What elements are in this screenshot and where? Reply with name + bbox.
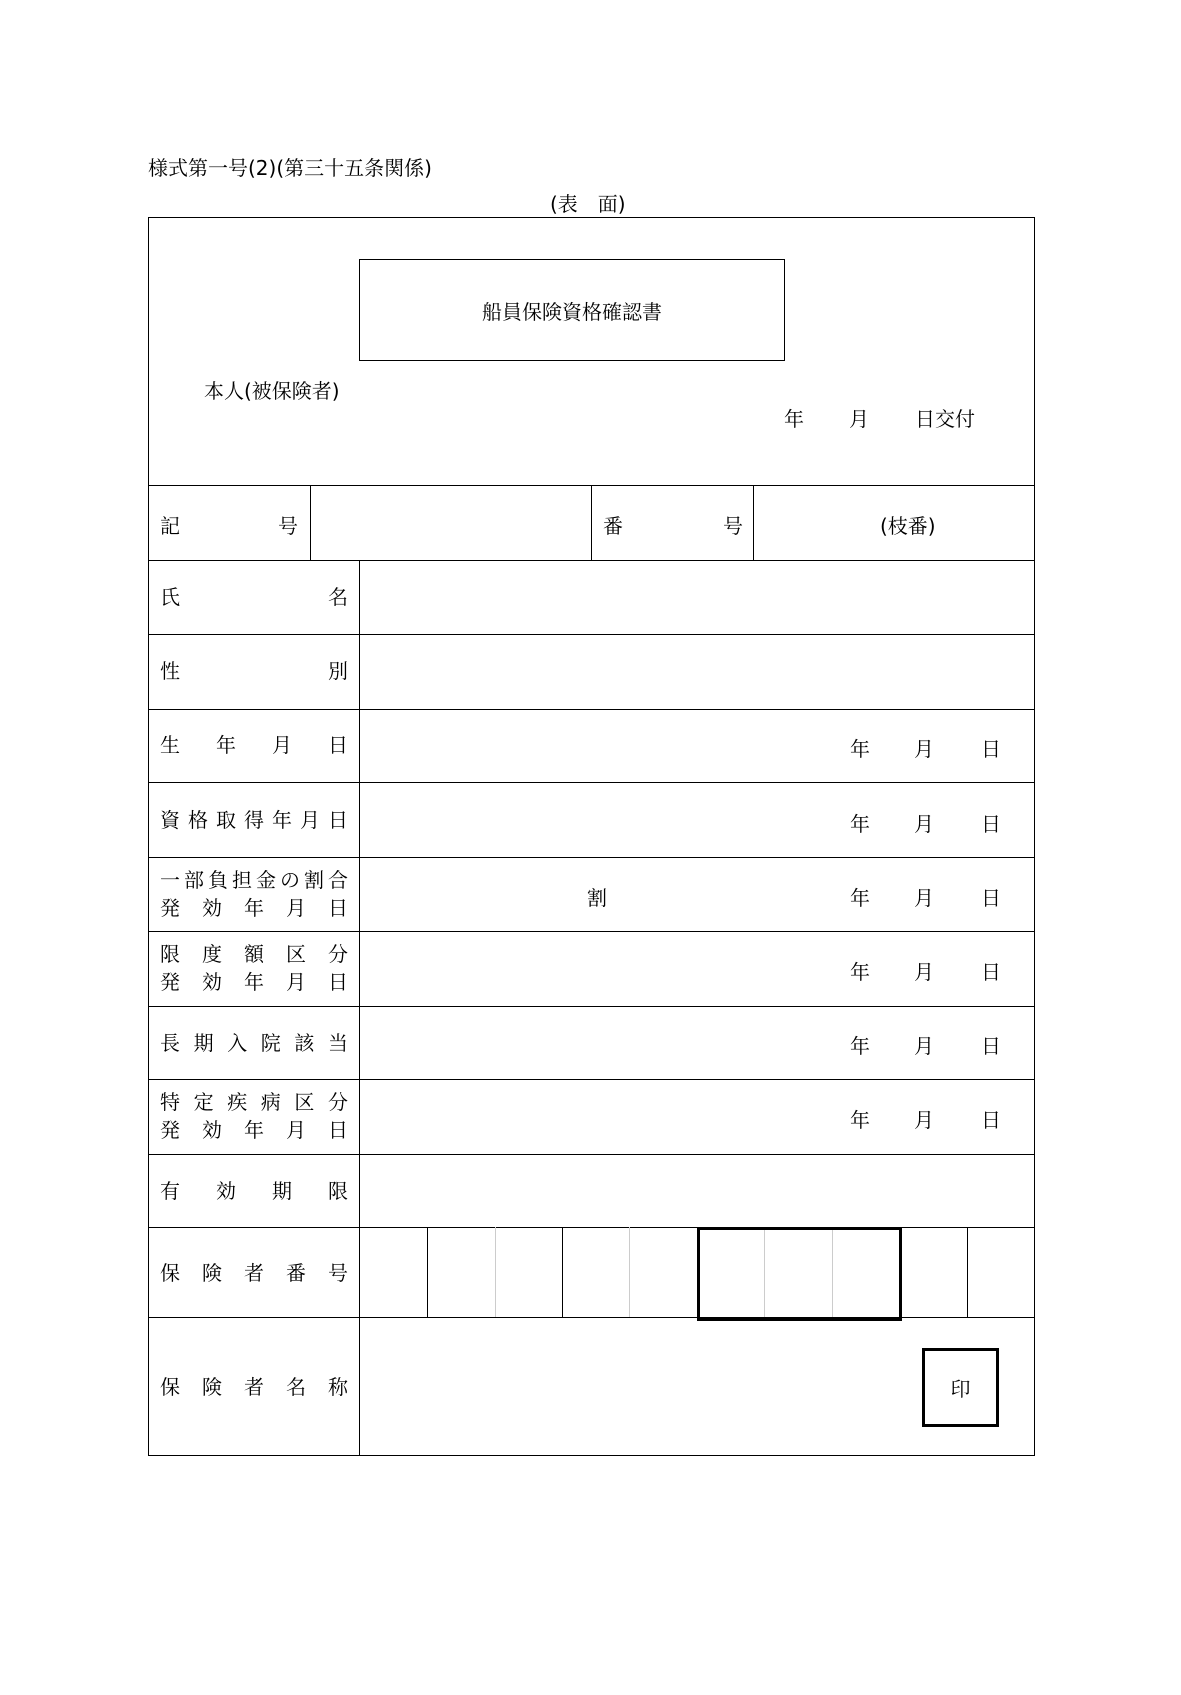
date-month: 月: [914, 737, 934, 761]
title-box: [359, 259, 785, 361]
date-day: 日: [981, 812, 1001, 836]
person-label: 本人(被保険者): [204, 379, 340, 403]
label-qualification-date: 資 格 取 得 年 月 日: [160, 808, 348, 832]
date-year: 年: [850, 960, 870, 984]
label-birthdate: 生 年 月 日: [160, 733, 348, 757]
date-month: 月: [914, 960, 934, 984]
label-expiry: 有 効 期 限: [160, 1179, 348, 1203]
issue-day-label: 日交付: [915, 407, 975, 431]
date-year: 年: [850, 1108, 870, 1132]
label-name: 氏 名: [160, 585, 348, 609]
label-copay-ratio: 一 部 負 担 金 の 割 合 発 効 年 月 日: [160, 868, 348, 920]
issue-year-label: 年: [784, 407, 804, 431]
seal-box: [922, 1348, 999, 1427]
seal-label: 印: [950, 1377, 971, 1401]
date-day: 日: [981, 960, 1001, 984]
date-year: 年: [850, 812, 870, 836]
date-day: 日: [981, 737, 1001, 761]
date-year: 年: [850, 886, 870, 910]
date-day: 日: [981, 1108, 1001, 1132]
date-month: 月: [914, 1108, 934, 1132]
issue-month-label: 月: [849, 407, 869, 431]
label-kigou: 記 号: [160, 514, 298, 538]
label-long-hospitalization: 長 期 入 院 該 当: [160, 1031, 348, 1055]
date-year: 年: [850, 737, 870, 761]
label-limit-category: 限 度 額 区 分 発 効 年 月 日: [160, 942, 348, 994]
label-insurer-name: 保 険 者 名 称: [160, 1375, 348, 1399]
date-month: 月: [914, 1034, 934, 1058]
insurer-number-highlight-box: [697, 1227, 902, 1321]
label-edaban: (枝番): [880, 514, 936, 538]
label-sex: 性 別: [160, 659, 348, 683]
form-number: 様式第一号(2)(第三十五条関係): [148, 156, 432, 180]
copay-unit: 割: [587, 886, 607, 910]
label-specific-disease: 特 定 疾 病 区 分 発 効 年 月 日: [160, 1090, 348, 1142]
date-day: 日: [981, 1034, 1001, 1058]
label-insurer-number: 保 険 者 番 号: [160, 1261, 348, 1285]
side-label: (表 面): [550, 192, 626, 216]
form-title: 船員保険資格確認書: [482, 299, 662, 324]
date-year: 年: [850, 1034, 870, 1058]
date-month: 月: [914, 886, 934, 910]
label-bangou: 番 号: [603, 514, 743, 538]
date-day: 日: [981, 886, 1001, 910]
date-month: 月: [914, 812, 934, 836]
